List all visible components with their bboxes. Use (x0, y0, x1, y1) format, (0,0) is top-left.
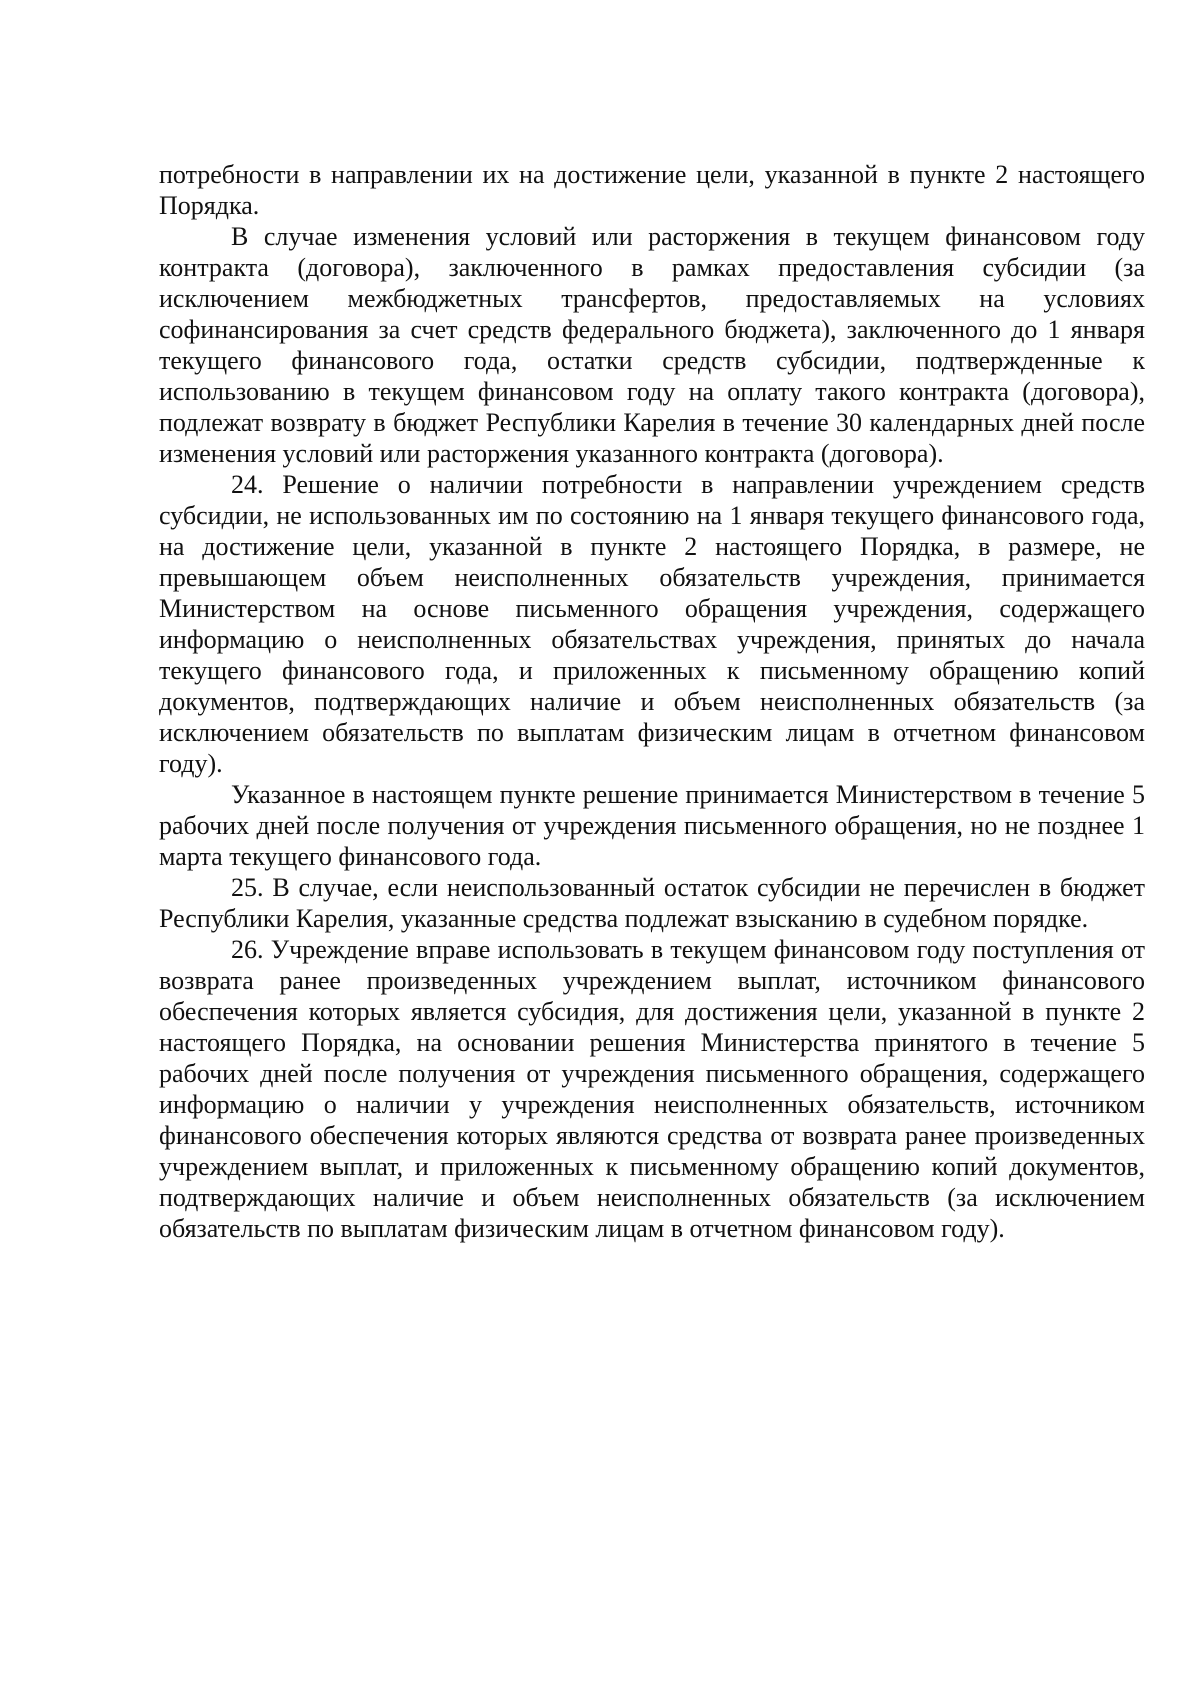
paragraph-item-24: 24. Решение о наличии потребности в направлении учреждением средств субсидии, не использованных им по состоянию на 1 января текущего финансового года, на достижение цели, указанной в пункте 2 настоящего Порядка, в размере, не превышающем объем неисполненных обязательств учреждения, принимается Министерством на основе письменного обращения учреждения, содержащего информацию о неисполненных обязательствах учреждения, принятых до начала текущего финансового года, и приложенных к письменному обращению копий документов, подтверждающих наличие и объем неисполненных обязательств (за исключением обязательств по выплатам физическим лицам в отчетном финансовом году). (159, 470, 1145, 778)
paragraph-item-25: 25. В случае, если неиспользованный остаток субсидии не перечислен в бюджет Республики Карелия, указанные средства подлежат взысканию в судебном порядке. (159, 873, 1145, 933)
paragraph-item-24-decision-term: Указанное в настоящем пункте решение принимается Министерством в течение 5 рабочих дней после получения от учреждения письменного обращения, но не позднее 1 марта текущего финансового года. (159, 780, 1145, 871)
document-body (159, 159, 1145, 1244)
paragraph-contract-change: В случае изменения условий или расторжения в текущем финансовом году контракта (договора), заключенного в рамках предоставления субсидии (за исключением межбюджетных трансфертов, предоставляемых на условиях софинансирования за счет средств федерального бюджета), заключенного до 1 января текущего финансового года, остатки средств субсидии, подтвержденные к использованию в текущем финансовом году на оплату такого контракта (договора), подлежат возврату в бюджет Республики Карелия в течение 30 календарных дней после изменения условий или расторжения указанного контракта (договора). (159, 222, 1145, 468)
paragraph-continuation: потребности в направлении их на достижение цели, указанной в пункте 2 настоящего Порядка. (159, 160, 1145, 220)
paragraph-item-26: 26. Учреждение вправе использовать в текущем финансовом году поступления от возврата ранее произведенных учреждением выплат, источником финансового обеспечения которых является субсидия, для достижения цели, указанной в пункте 2 настоящего Порядка, на основании решения Министерства принятого в течение 5 рабочих дней после получения от учреждения письменного обращения, содержащего информацию о наличии у учреждения неисполненных обязательств, источником финансового обеспечения которых являются средства от возврата ранее произведенных учреждением выплат, и приложенных к письменному обращению копий документов, подтверждающих наличие и объем неисполненных обязательств (за исключением обязательств по выплатам физическим лицам в отчетном финансовом году). (159, 935, 1145, 1243)
